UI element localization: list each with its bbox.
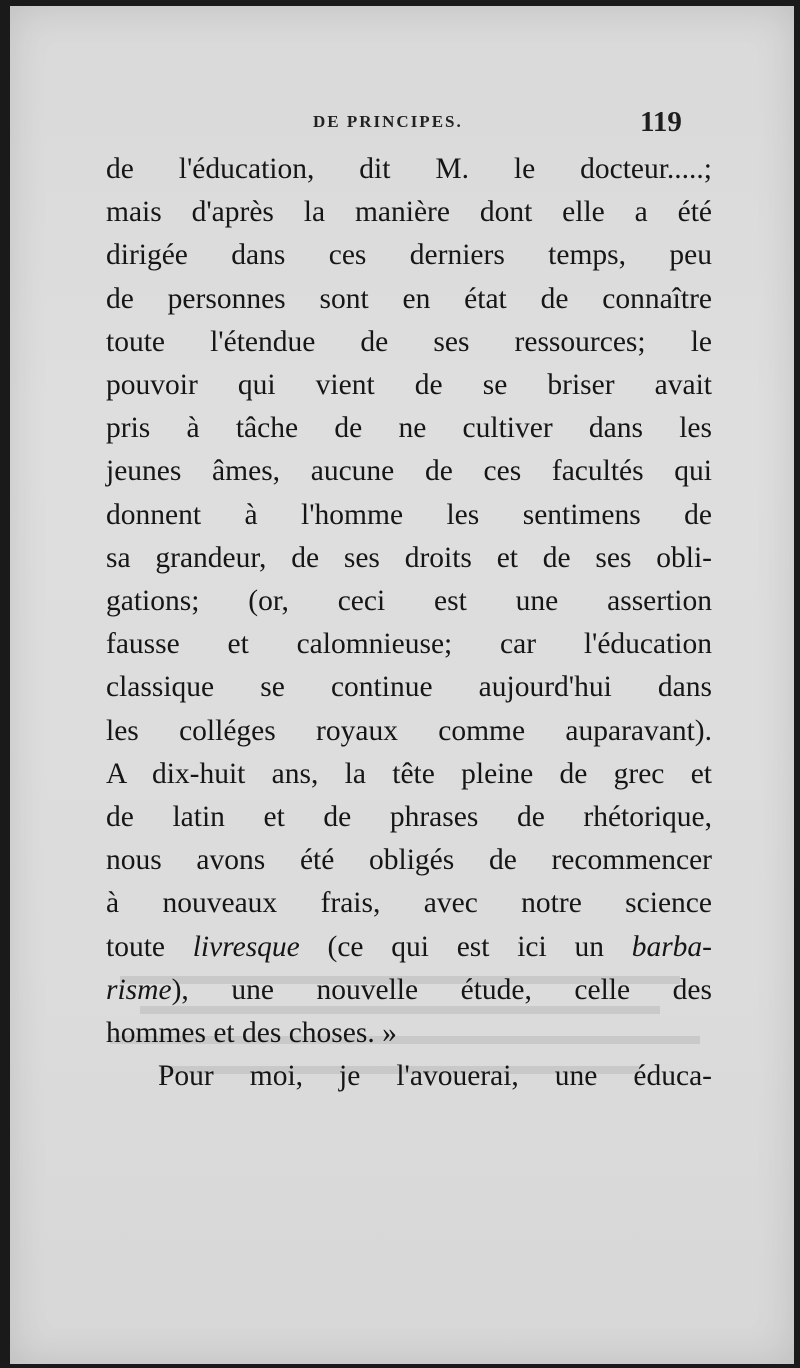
text-line: nous avons été obligés de recommencer bbox=[106, 844, 712, 877]
text-line: pris à tâche de ne cultiver dans les bbox=[106, 412, 712, 445]
text-line: de personnes sont en état de connaître bbox=[106, 282, 712, 315]
running-head bbox=[10, 106, 794, 146]
text-line: à nouveaux frais, avec notre science bbox=[106, 887, 712, 920]
book-page bbox=[10, 6, 794, 1364]
italic-word: livresque bbox=[192, 930, 300, 963]
text-line: toute l'étendue de ses ressources; le bbox=[106, 325, 712, 358]
text-line: classique se continue aujourd'hui dans bbox=[106, 671, 712, 704]
page-number: 119 bbox=[640, 106, 682, 138]
text-line: A dix-huit ans, la tête pleine de grec et bbox=[106, 757, 712, 790]
paragraph-end-line: hommes et des choses. » bbox=[106, 1017, 397, 1050]
paragraph-start-line: Pour moi, je l'avouerai, une éduca- bbox=[158, 1060, 712, 1093]
text-line: jeunes âmes, aucune de ces facultés qui bbox=[106, 455, 712, 488]
text-line-italic-mixed bbox=[106, 926, 712, 969]
text-line: les colléges royaux comme auparavant). bbox=[106, 714, 712, 747]
italic-word: risme bbox=[106, 973, 172, 1006]
body-text bbox=[106, 148, 712, 1098]
text-line: pouvoir qui vient de se briser avait bbox=[106, 369, 712, 402]
text-line: sa grandeur, de ses droits et de ses obli- bbox=[106, 541, 712, 574]
text-line: fausse et calomnieuse; car l'éducation bbox=[106, 628, 712, 661]
text-line: donnent à l'homme les sentimens de bbox=[106, 498, 712, 531]
text-line: de l'éducation, dit M. le docteur.....; bbox=[106, 153, 712, 185]
italic-word: barba- bbox=[631, 930, 712, 963]
text-line: gations; (or, ceci est une assertion bbox=[106, 585, 712, 618]
text-fragment: ), une nouvelle étude, celle des bbox=[171, 973, 712, 1006]
text-line: mais d'après la manière dont elle a été bbox=[106, 196, 712, 229]
text-fragment: (ce qui est ici un bbox=[299, 930, 632, 963]
text-line: dirigée dans ces derniers temps, peu bbox=[106, 239, 712, 272]
text-fragment: toute bbox=[106, 930, 193, 963]
running-head-title: DE PRINCIPES. bbox=[313, 112, 463, 131]
text-line-italic-mixed bbox=[106, 969, 712, 1012]
text-line: de latin et de phrases de rhétorique, bbox=[106, 801, 712, 834]
